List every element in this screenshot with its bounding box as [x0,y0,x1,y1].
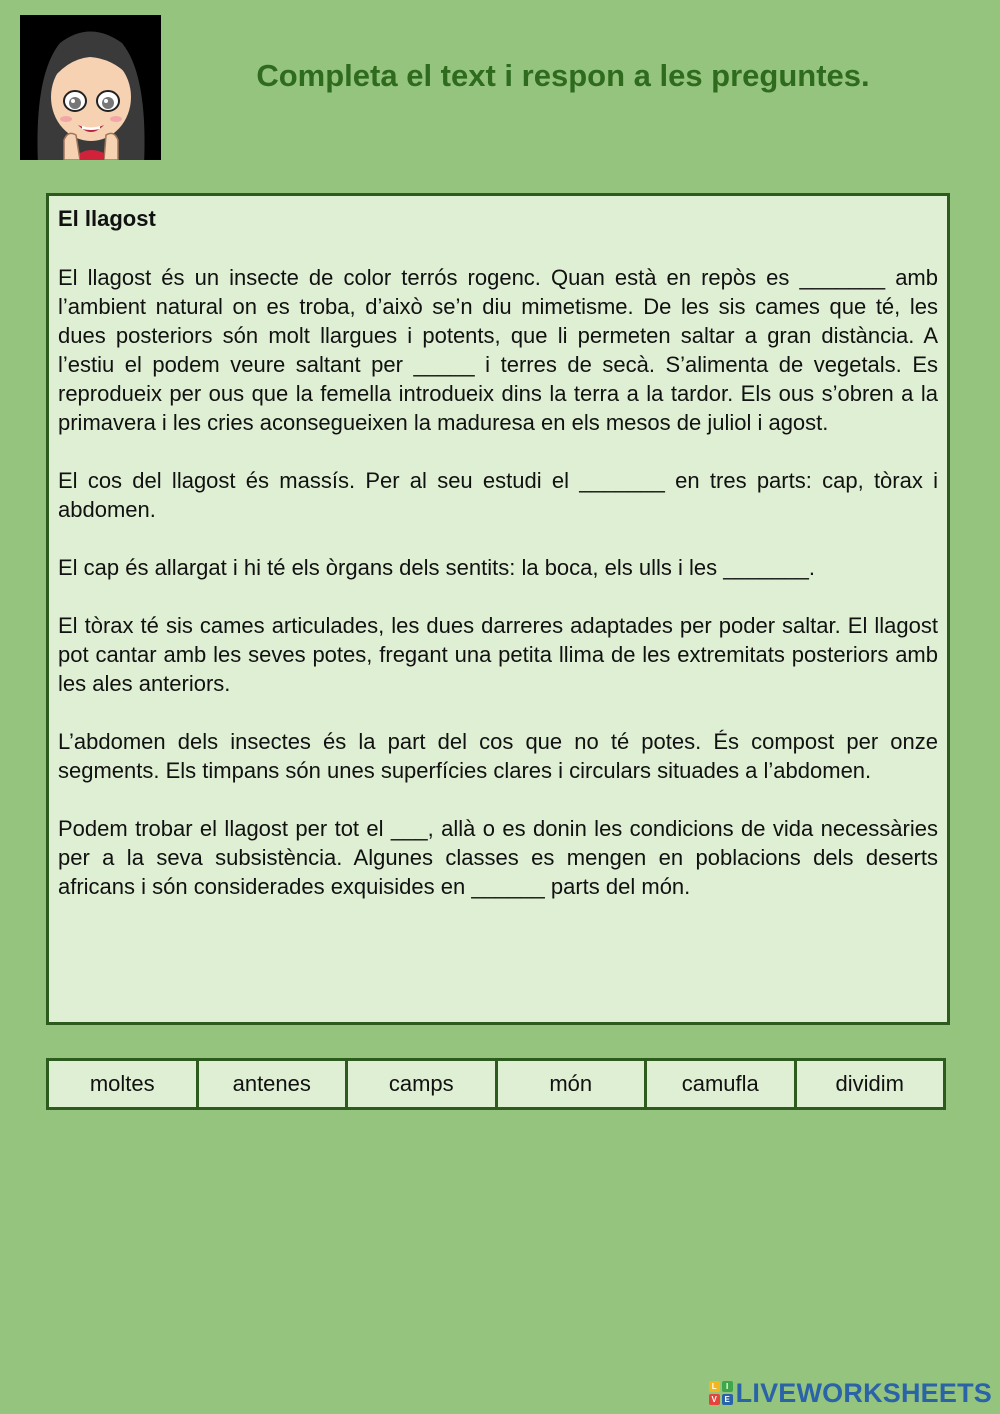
liveworksheets-mark-icon: L I V E [709,1381,733,1405]
cartoon-girl-avatar-icon [20,15,161,160]
word-bank-item-dividim[interactable]: dividim [835,1071,904,1096]
reading-paragraph-5: L’abdomen dels insectes és la part del cos que no té potes. És compost per onze segments. Els timpans són unes superfícies clares i circulars situades a l’abdomen. [58,729,938,783]
page-title: Completa el text i respon a les preguntes. [256,58,870,93]
word-bank-item-camps[interactable]: camps [348,1061,498,1107]
reading-paragraph-4: El tòrax té sis cames articulades, les dues darreres adaptades per poder saltar. El llagost pot cantar amb les seves potes, fregant una petita llima de les extremitats posteriors amb les ales anteriors. [58,613,938,696]
liveworksheets-brand-text: LIVEWORKSHEETS [735,1377,992,1408]
reading-text-box [46,193,950,1025]
word-bank-item-camufla[interactable]: camufla [647,1061,797,1107]
reading-heading: El llagost [58,206,156,231]
reading-paragraph-1: El llagost és un insecte de color terrós rogenc. Quan està en repòs es _______ amb l’ambient natural on es troba, d’això se’n diu mimetisme. De les sis cames que té, les dues posteriors són molt llargues i potents, que li permeten saltar a gran distància. A l’estiu el podem veure saltant per _____ i terres de secà. S’alimenta de vegetals. Es reprodueix per ous que la femella introdueix dins la terra a la tardor. Els ous s’obren a la primavera i les cries aconsegueixen la maduresa en els mesos de juliol i agost. [58,265,938,435]
word-bank [46,1058,946,1110]
reading-paragraph-2: El cos del llagost és massís. Per al seu estudi el _______ en tres parts: cap, tòrax i abdomen. [58,468,938,522]
reading-paragraph-3: El cap és allargat i hi té els òrgans dels sentits: la boca, els ulls i les _______. [58,555,815,580]
liveworksheets-logo [709,1378,992,1408]
word-bank-item-mon[interactable]: món [498,1061,648,1107]
word-bank-item-moltes[interactable]: moltes [49,1061,199,1107]
reading-paragraph-6: Podem trobar el llagost per tot el ___, allà o es donin les condicions de vida necessàries per a la seva subsistència. Algunes classes es mengen en poblacions dels deserts africans i són considerades exquisides en ______ parts del món. [58,816,938,899]
word-bank-item-antenes[interactable]: antenes [199,1061,349,1107]
